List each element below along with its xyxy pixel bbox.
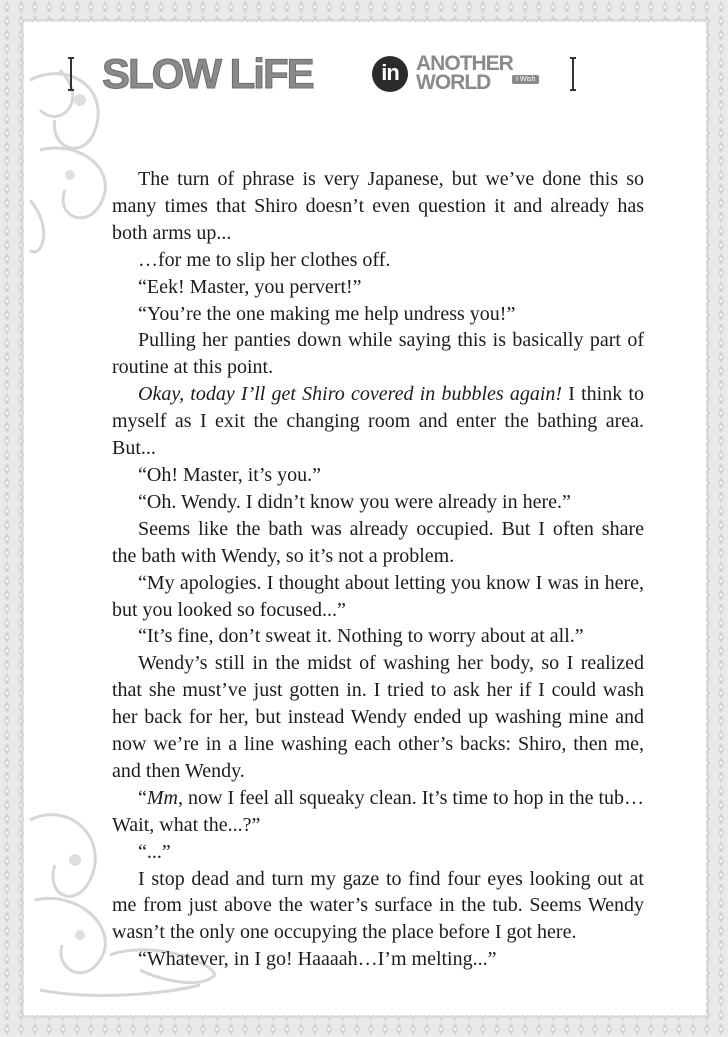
- title-in-badge: in: [372, 56, 408, 92]
- novel-body-text: [112, 166, 644, 973]
- title-another-world: [416, 54, 513, 92]
- paragraph: Pulling her panties down while saying this is basically part of routine at this point.: [112, 329, 644, 379]
- paragraph: “You’re the one making me help undress you!”: [138, 302, 516, 325]
- paragraph: “Whatever, in I go! Haaaah…I’m melting...”: [138, 948, 497, 971]
- italic-thought: Okay, today I’ll get Shiro covered in bubbles again!: [138, 383, 563, 406]
- paragraph: [112, 381, 644, 462]
- paragraph: The turn of phrase is very Japanese, but we’ve done this so many times that Shiro doesn’t even question it and already has both arms up...: [112, 168, 644, 244]
- title-world: WORLD: [416, 71, 491, 94]
- paragraph: “Oh! Master, it’s you.”: [138, 463, 322, 486]
- paragraph: “It’s fine, don’t sweat it. Nothing to worry about at all.”: [138, 625, 584, 648]
- title-another: ANOTHER: [416, 52, 513, 75]
- paragraph: [112, 785, 644, 839]
- book-title-header: [62, 50, 582, 100]
- paragraph: “...”: [138, 840, 171, 863]
- paragraph: “Eek! Master, you pervert!”: [138, 275, 362, 298]
- left-bracket-ornament: [66, 56, 76, 92]
- paragraph: “My apologies. I thought about letting you know I was in here, but you looked so focused...”: [112, 571, 644, 621]
- paragraph: “Oh. Wendy. I didn’t know you were already in here.”: [138, 490, 571, 513]
- paragraph: …for me to slip her clothes off.: [138, 248, 391, 271]
- quote-open: “: [138, 786, 147, 809]
- italic-word: Mm: [146, 786, 178, 809]
- paragraph-continuation: I think to myself as I exit the changing room and enter the bathing area. But...: [112, 383, 644, 460]
- title-i-wish-tag: I Wish: [512, 75, 539, 84]
- paragraph: I stop dead and turn my gaze to find four eyes looking out at me from just above the water’s surface in the tub. Seems Wendy wasn’t the only one occupying the place before I got here.: [112, 867, 644, 944]
- right-bracket-ornament: [568, 56, 578, 92]
- paragraph: Seems like the bath was already occupied. But I often share the bath with Wendy, so it’s not a problem.: [112, 517, 644, 567]
- paragraph-continuation: , now I feel all squeaky clean. It’s time to hop in the tub… Wait, what the...?”: [112, 786, 644, 836]
- title-slow-life: SLOW LiFE: [102, 50, 313, 97]
- paragraph: Wendy’s still in the midst of washing her body, so I realized that she must’ve just gotten in. I tried to ask her if I could wash her back for her, but instead Wendy ended up washing mine and now we’re in a line washing each other’s backs: Shiro, then me, and then Wendy.: [112, 652, 644, 782]
